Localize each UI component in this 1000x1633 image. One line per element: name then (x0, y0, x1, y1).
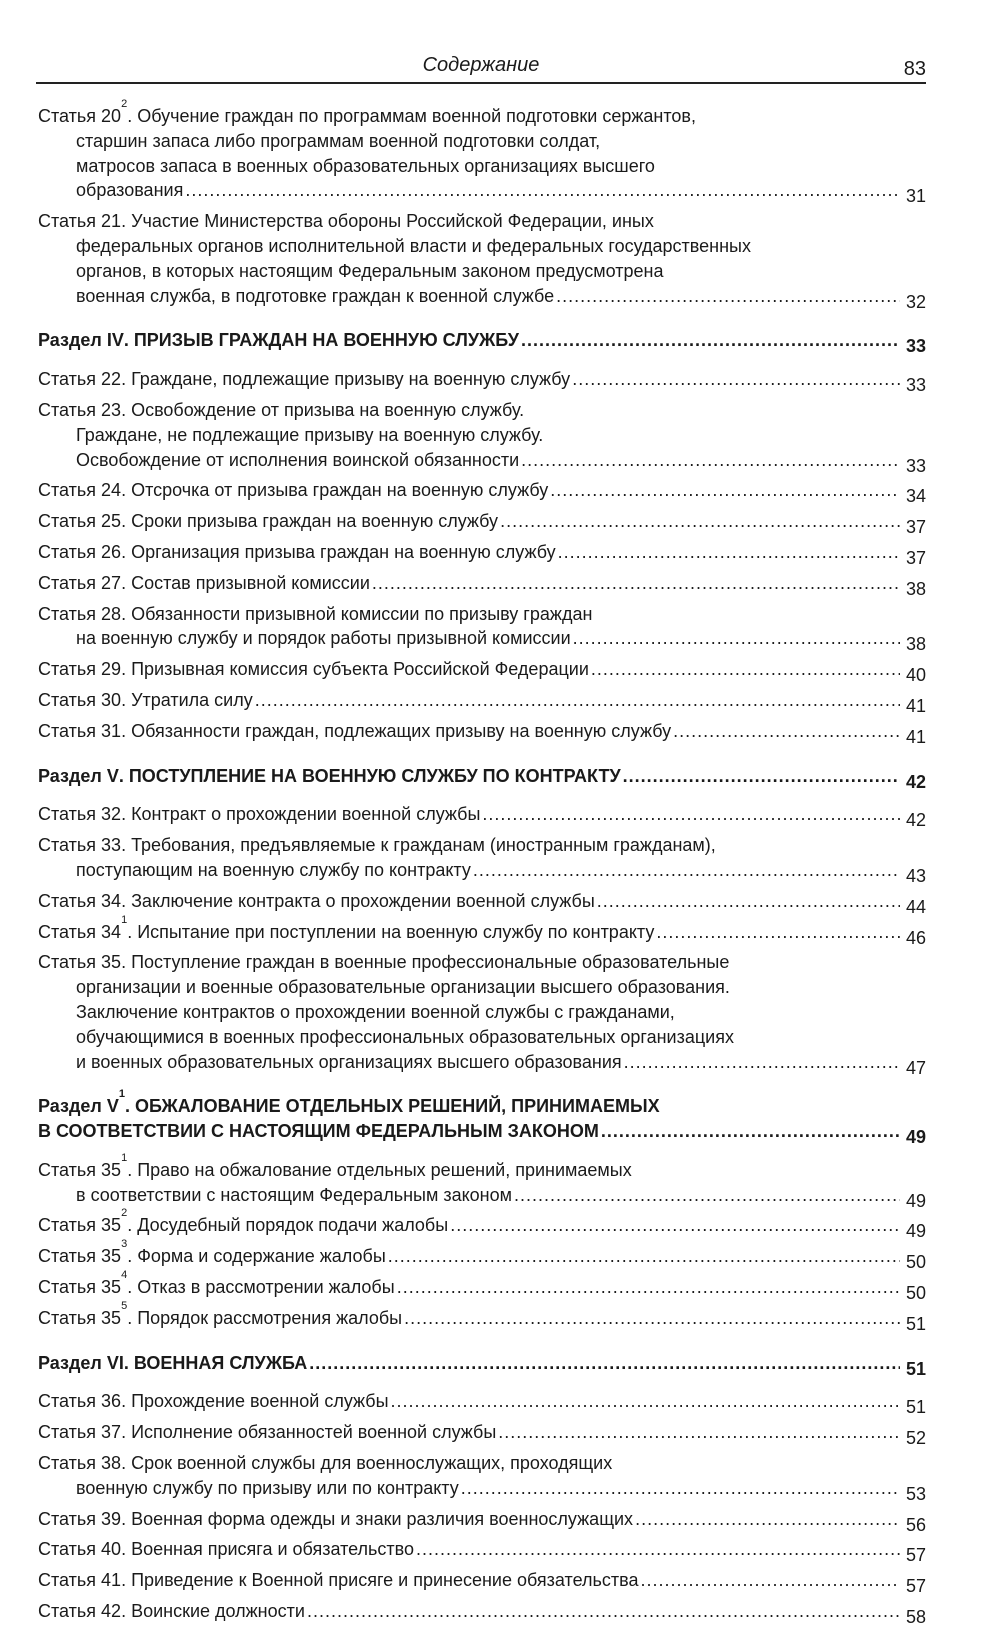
toc-line (38, 1269, 926, 1306)
entry-label: Статья 35 (38, 1307, 122, 1328)
entry-title-text: . Форма и содержание жалобы (127, 1246, 386, 1267)
entry-page-number: 31 (905, 186, 926, 207)
entry-page-number: 42 (905, 771, 926, 792)
entry-title-text: . Право на обжалование отдельных решений, принимаемых (127, 1159, 632, 1180)
entry-page-number: 56 (905, 1514, 926, 1535)
dot-leader (185, 178, 900, 209)
entry-page-number: 51 (905, 1358, 926, 1379)
toc-section[interactable] (38, 1351, 926, 1382)
entry-page-number: 51 (905, 1313, 926, 1334)
entry-label: Статья 20 (38, 106, 122, 126)
toc-line (38, 913, 926, 951)
entry-label: Раздел V (38, 765, 119, 786)
dot-leader (397, 1275, 900, 1306)
dot-leader (309, 1351, 900, 1382)
toc-line (38, 367, 926, 398)
entry-title-text: . Военная форма одежды и знаки различия военнослужащих (121, 1508, 634, 1529)
dot-leader (461, 1476, 900, 1507)
dot-leader (556, 284, 900, 315)
toc-line (38, 1238, 926, 1275)
entry-label: Статья 35 (38, 952, 122, 973)
toc-line (38, 1151, 926, 1183)
toc-line (38, 154, 926, 179)
entry-superscript: 4 (121, 1269, 128, 1282)
dot-leader (624, 1050, 900, 1081)
entry-page-number: 53 (905, 1483, 926, 1504)
toc-article[interactable] (38, 1568, 926, 1599)
dot-leader (416, 1537, 900, 1568)
entry-label: Статья 42 (38, 1601, 122, 1622)
toc-line (38, 975, 926, 1000)
toc-line (38, 1183, 926, 1214)
toc-line (38, 626, 926, 657)
entry-title-text: . Отсрочка от призыва граждан на военную службу (121, 480, 549, 501)
entry-title-text: В СООТВЕТСТВИИ С НАСТОЯЩИМ ФЕДЕРАЛЬНЫМ ЗАКОНОМ (38, 1121, 599, 1142)
entry-title-text: на военную службу и порядок работы призывной комиссии (76, 628, 571, 649)
dot-leader (673, 719, 900, 750)
entry-page-number: 34 (905, 486, 926, 507)
entry-title-text: федеральных органов исполнительной власти и федеральных государственных (76, 235, 751, 256)
entry-label: Статья 22 (38, 369, 122, 390)
dot-leader (640, 1568, 900, 1599)
toc-line (38, 1351, 926, 1382)
toc-line (38, 1000, 926, 1025)
toc-line (38, 259, 926, 284)
dot-leader (656, 920, 900, 951)
entry-label: Раздел VI (38, 1352, 124, 1373)
entry-title-text: . Освобождение от призыва на военную службу. (121, 399, 525, 420)
toc-line (38, 1119, 926, 1150)
toc-article[interactable] (38, 1507, 926, 1538)
entry-label: Статья 25 (38, 511, 122, 532)
entry-label: Статья 35 (38, 1159, 122, 1180)
toc-article[interactable] (38, 719, 926, 750)
toc-line (38, 1568, 926, 1599)
entry-title-text: . Досудебный порядок подачи жалобы (127, 1215, 449, 1236)
entry-label: Статья 35 (38, 1246, 122, 1267)
entry-page-number: 41 (905, 726, 926, 747)
toc-line (38, 889, 926, 920)
entry-page-number: 37 (905, 547, 926, 568)
entry-label: Статья 36 (38, 1391, 122, 1412)
entry-title-text: военную службу по призыву или по контракту (76, 1477, 459, 1498)
dot-leader (521, 448, 900, 479)
toc-article[interactable] (38, 1269, 926, 1306)
toc-line (38, 1599, 926, 1630)
entry-page-number: 33 (905, 455, 926, 476)
toc-line (38, 1537, 926, 1568)
entry-page-number: 47 (905, 1057, 926, 1078)
toc-article[interactable] (38, 1537, 926, 1568)
entry-page-number: 32 (905, 291, 926, 312)
toc-line (38, 178, 926, 209)
entry-page-number: 38 (905, 578, 926, 599)
entry-superscript: 2 (121, 98, 128, 110)
entry-superscript: 3 (121, 1238, 128, 1251)
entry-title-text: . Обязанности граждан, подлежащих призыву на военную службу (121, 720, 672, 741)
toc-line (38, 509, 926, 540)
entry-title-text: старшин запаса либо программам военной подготовки солдат, (76, 130, 601, 151)
entry-label: Статья 24 (38, 480, 122, 501)
toc-line (38, 478, 926, 509)
dot-leader (521, 328, 900, 359)
entry-label: Статья 32 (38, 804, 122, 825)
entry-label: Статья 33 (38, 835, 122, 856)
entry-title-text: . Испытание при поступлении на военную службу по контракту (127, 921, 655, 942)
entry-label: Статья 29 (38, 659, 122, 680)
entry-page-number: 51 (905, 1397, 926, 1418)
entry-superscript: 1 (121, 1151, 128, 1164)
toc-line (38, 950, 926, 975)
toc-article[interactable] (38, 540, 926, 571)
toc-line (38, 1507, 926, 1538)
entry-title-text: . Поступление граждан в военные профессиональные образовательные (121, 952, 730, 973)
entry-label: Статья 37 (38, 1422, 122, 1443)
entry-page-number: 57 (905, 1545, 926, 1566)
toc-line (38, 540, 926, 571)
entry-title-text: организации и военные образовательные организации высшего образования. (76, 977, 730, 998)
entry-title-text: и военных образовательных организациях высшего образования (76, 1051, 622, 1072)
toc-line (38, 98, 926, 129)
toc-line (38, 284, 926, 315)
toc-section[interactable] (38, 764, 926, 795)
toc-article[interactable] (38, 1207, 926, 1244)
toc-line (38, 423, 926, 448)
entry-page-number: 43 (905, 865, 926, 886)
dot-leader (391, 1389, 900, 1420)
entry-label: Раздел IV (38, 330, 124, 351)
entry-title-text: обучающимися в военных профессиональных образовательных организациях (76, 1026, 734, 1047)
dot-leader (597, 889, 900, 920)
entry-label: Статья 26 (38, 541, 122, 562)
toc-article[interactable] (38, 602, 926, 658)
dot-leader (514, 1183, 900, 1214)
entry-page-number: 40 (905, 665, 926, 686)
entry-title-text: . Участие Министерства обороны Российской Федерации, иных (121, 211, 654, 232)
dot-leader (601, 1119, 900, 1150)
table-of-contents (38, 98, 926, 1630)
entry-page-number: 33 (905, 336, 926, 357)
dot-leader (558, 540, 900, 571)
entry-title-text: . Исполнение обязанностей военной службы (121, 1422, 497, 1443)
entry-title-text: . Военная присяга и обязательство (121, 1539, 415, 1560)
toc-line (38, 1389, 926, 1420)
toc-article[interactable] (38, 1451, 926, 1507)
dot-leader (473, 858, 900, 889)
entry-title-text: . Контракт о прохождении военной службы (121, 804, 481, 825)
toc-line (38, 129, 926, 154)
toc-line (38, 764, 926, 795)
toc-article[interactable] (38, 833, 926, 889)
toc-line (38, 1299, 926, 1337)
dot-leader (450, 1213, 900, 1244)
toc-line (38, 602, 926, 627)
entry-label: Статья 27 (38, 572, 122, 593)
entry-superscript: 1 (121, 913, 128, 926)
toc-article[interactable] (38, 1238, 926, 1275)
entry-title-text: . Требования, предъявляемые к гражданам (иностранным гражданам), (121, 835, 716, 856)
entry-title-text: в соответствии с настоящим Федеральным законом (76, 1184, 513, 1205)
toc-article[interactable] (38, 1599, 926, 1630)
entry-page-number: 49 (905, 1190, 926, 1211)
entry-label: Статья 34 (38, 890, 122, 911)
dot-leader (500, 509, 900, 540)
toc-article[interactable] (38, 478, 926, 509)
entry-superscript: 2 (121, 1207, 128, 1220)
entry-title-text: . Прохождение военной службы (121, 1391, 389, 1412)
toc-line (38, 448, 926, 479)
entry-page-number: 38 (905, 634, 926, 655)
entry-superscript: 5 (121, 1299, 128, 1312)
toc-section[interactable] (38, 1088, 926, 1150)
entry-page-number: 50 (905, 1283, 926, 1304)
entry-page-number: 49 (905, 1221, 926, 1242)
entry-title-text: . Призывная комиссия субъекта Российской Федерации (121, 659, 589, 680)
toc-article[interactable] (38, 1299, 926, 1337)
toc-line (38, 1088, 926, 1119)
dot-leader (372, 571, 900, 602)
toc-article[interactable] (38, 209, 926, 314)
entry-page-number: 50 (905, 1252, 926, 1273)
toc-line (38, 688, 926, 719)
entry-title-text: . Порядок рассмотрения жалобы (127, 1307, 403, 1328)
toc-line (38, 858, 926, 889)
entry-label: Статья 35 (38, 1215, 122, 1236)
dot-leader (388, 1244, 900, 1275)
entry-page-number: 58 (905, 1607, 926, 1628)
entry-title-text: . Граждане, подлежащие призыву на военную службу (121, 369, 571, 390)
entry-title-text: . ВОЕННАЯ СЛУЖБА (123, 1352, 308, 1373)
toc-article[interactable] (38, 688, 926, 719)
entry-label: Статья 23 (38, 399, 122, 420)
entry-title-text: образования (76, 180, 184, 201)
toc-line (38, 719, 926, 750)
entry-label: Статья 35 (38, 1277, 122, 1298)
entry-label: Статья 34 (38, 921, 122, 942)
entry-superscript: 1 (118, 1088, 125, 1101)
entry-title-text: матросов запаса в военных образовательных организациях высшего (76, 155, 655, 176)
toc-line (38, 209, 926, 234)
toc-article[interactable] (38, 802, 926, 833)
entry-page-number: 37 (905, 517, 926, 538)
entry-title-text: . Сроки призыва граждан на военную службу (121, 511, 499, 532)
toc-line (38, 571, 926, 602)
toc-line (38, 1451, 926, 1476)
entry-title-text: . Отказ в рассмотрении жалобы (127, 1277, 395, 1298)
dot-leader (550, 478, 900, 509)
dot-leader (573, 626, 900, 657)
dot-leader (482, 802, 900, 833)
entry-page-number: 33 (905, 375, 926, 396)
toc-line (38, 833, 926, 858)
entry-title-text: . Обучение граждан по программам военной подготовки сержантов, (127, 106, 696, 126)
entry-title-text: . Состав призывной комиссии (121, 572, 370, 593)
entry-label: Раздел V (38, 1096, 119, 1117)
entry-title-text: военная служба, в подготовке граждан к военной службе (76, 285, 555, 306)
entry-title-text: Заключение контрактов о прохождении военной службы с гражданами, (76, 1001, 675, 1022)
entry-label: Статья 31 (38, 720, 122, 741)
entry-label: Статья 21 (38, 211, 122, 232)
toc-article[interactable] (38, 367, 926, 398)
page-header (36, 52, 926, 84)
dot-leader (498, 1420, 900, 1451)
entry-page-number: 46 (905, 927, 926, 948)
dot-leader (635, 1507, 900, 1538)
toc-article[interactable] (38, 571, 926, 602)
entry-title-text: Граждане, не подлежащие призыву на военную службу. (76, 424, 544, 445)
entry-label: Статья 28 (38, 603, 122, 624)
dot-leader (404, 1306, 900, 1337)
toc-line (38, 1476, 926, 1507)
entry-title-text: . Обязанности призывной комиссии по призыву граждан (121, 603, 593, 624)
entry-page-number: 42 (905, 810, 926, 831)
entry-title-text: . Заключение контракта о прохождении военной службы (121, 890, 595, 911)
toc-article[interactable] (38, 1420, 926, 1451)
entry-title-text: органов, в которых настоящим Федеральным законом предусмотрена (76, 260, 664, 281)
entry-title-text: . Организация призыва граждан на военную службу (121, 541, 556, 562)
toc-article[interactable] (38, 950, 926, 1080)
entry-label: Статья 41 (38, 1570, 122, 1591)
entry-title-text: . ОБЖАЛОВАНИЕ ОТДЕЛЬНЫХ РЕШЕНИЙ, ПРИНИМАЕМЫХ (124, 1096, 660, 1117)
entry-title-text: . Приведение к Военной присяге и принесение обязательства (121, 1570, 639, 1591)
entry-label: Статья 30 (38, 689, 122, 710)
entry-title-text: . Воинские должности (121, 1601, 305, 1622)
dot-leader (255, 688, 900, 719)
entry-page-number: 57 (905, 1576, 926, 1597)
toc-line (38, 234, 926, 259)
toc-article[interactable] (38, 398, 926, 478)
entry-page-number: 44 (905, 896, 926, 917)
entry-title-text: . Срок военной службы для военнослужащих, проходящих (121, 1453, 613, 1474)
toc-article[interactable] (38, 1389, 926, 1420)
entry-label: Статья 38 (38, 1453, 122, 1474)
entry-page-number: 49 (905, 1127, 926, 1148)
toc-article[interactable] (38, 913, 926, 951)
entry-title-text: поступающим на военную службу по контракту (76, 859, 471, 880)
dot-leader (623, 764, 900, 795)
entry-label: Статья 39 (38, 1508, 122, 1529)
toc-line (38, 1420, 926, 1451)
toc-section[interactable] (38, 328, 926, 359)
dot-leader (307, 1599, 900, 1630)
toc-line (38, 328, 926, 359)
entry-title-text: . ПРИЗЫВ ГРАЖДАН НА ВОЕННУЮ СЛУЖБУ (123, 330, 519, 351)
toc-line (38, 1025, 926, 1050)
entry-page-number: 52 (905, 1428, 926, 1449)
entry-title-text: . ПОСТУПЛЕНИЕ НА ВОЕННУЮ СЛУЖБУ ПО КОНТРАКТУ (118, 765, 621, 786)
dot-leader (572, 367, 900, 398)
toc-line (38, 1050, 926, 1081)
entry-page-number: 41 (905, 695, 926, 716)
toc-line (38, 398, 926, 423)
entry-label: Статья 40 (38, 1539, 122, 1560)
page-number: 83 (903, 58, 926, 80)
dot-leader (591, 657, 900, 688)
toc-line (38, 1207, 926, 1244)
toc-article[interactable] (38, 98, 926, 209)
running-title: Содержание (422, 54, 540, 76)
toc-article[interactable] (38, 509, 926, 540)
toc-line (38, 657, 926, 688)
toc-article[interactable] (38, 657, 926, 688)
entry-title-text: . Утратила силу (121, 689, 253, 710)
toc-article[interactable] (38, 1151, 926, 1214)
entry-title-text: Освобождение от исполнения воинской обязанности (76, 449, 520, 470)
toc-line (38, 802, 926, 833)
toc-article[interactable] (38, 889, 926, 920)
